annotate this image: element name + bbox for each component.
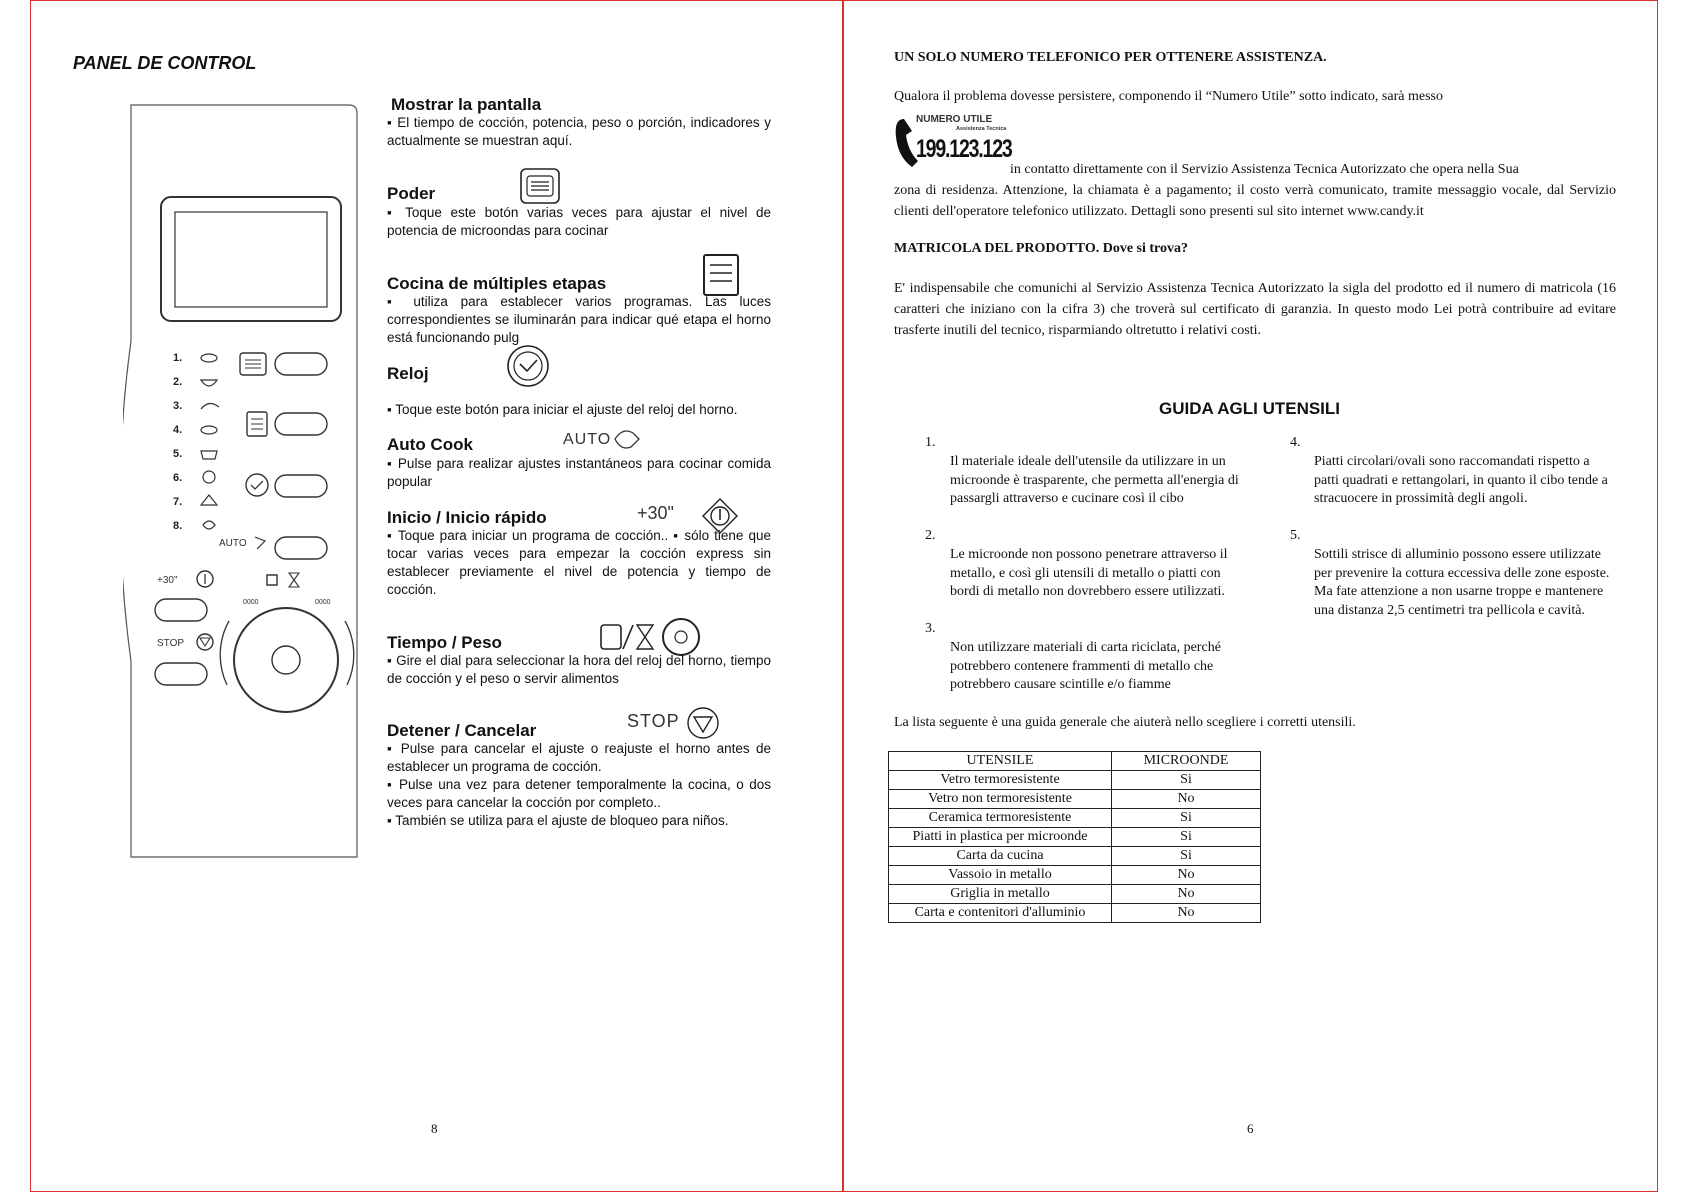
guide-title: GUIDA AGLI UTENSILI <box>1159 399 1341 418</box>
table-header: UTENSILE <box>889 752 1112 771</box>
table-row <box>889 771 1261 790</box>
section-text: ▪ Toque este botón para iniciar el ajuste del reloj del horno. <box>387 402 738 417</box>
table-header: MICROONDE <box>1112 752 1261 771</box>
menu-number: 2. <box>173 376 183 388</box>
auto-label: AUTO <box>219 538 247 549</box>
table-cell: Si <box>1112 828 1261 847</box>
table-row <box>889 828 1261 847</box>
menu-number: 1. <box>173 352 183 364</box>
section-title: Reloj <box>387 364 429 383</box>
section-title: Poder <box>387 184 436 203</box>
table-cell: Carta e contenitori d'alluminio <box>889 904 1112 923</box>
section-text: ▪ Pulse para cancelar el ajuste o reajuste el horno antes de establecer un programa de cocción. <box>387 741 771 774</box>
menu-number: 7. <box>173 496 183 508</box>
stop-icon-label: STOP <box>627 711 680 731</box>
guide-item-text: Non utilizzare materiali di carta riciclata, perché potrebbero contenere frammenti di metallo che potrebbero causare scintille e/o fiamme <box>950 640 1221 692</box>
badge-title: NUMERO UTILE <box>916 114 993 125</box>
table-cell: Si <box>1112 809 1261 828</box>
table-cell: No <box>1112 866 1261 885</box>
badge-subtitle: Assistenza Tecnica <box>956 126 1007 132</box>
paragraph-assistance-inline: in contatto direttamente con il Servizio Assistenza Tecnica Autorizzato che opera nella Sua <box>1010 162 1519 177</box>
stop-label: STOP <box>157 638 185 649</box>
right-page <box>843 0 1658 1192</box>
menu-number: 3. <box>173 400 183 412</box>
guide-item-text: Piatti circolari/ovali sono raccomandati rispetto a patti quadrati e rettangolari, in quanto il cibo tende a stracuocere in prossimità degli angoli. <box>1314 454 1608 506</box>
power-button <box>275 353 327 375</box>
numero-utile-badge <box>892 111 1012 171</box>
clock-icon <box>505 343 551 389</box>
table-cell: Vetro termoresistente <box>889 771 1112 790</box>
table-cell: Piatti in plastica per microonde <box>889 828 1112 847</box>
guide-item-text: Sottili strisce di alluminio possono essere utilizzate per prevenire la cottura eccessiva delle zone esposte. Ma fate attenzione a non usarne troppe e mantenere una distanza 2,5 centimetri tra pellicola e cavità. <box>1314 547 1610 618</box>
heading-matricola: MATRICOLA DEL PRODOTTO. Dove si trova? <box>894 241 1189 256</box>
stop-button <box>155 663 207 685</box>
table-cell: No <box>1112 885 1261 904</box>
plus30-label: +30" <box>157 575 178 586</box>
stop-icon <box>685 705 721 741</box>
section-title: Auto Cook <box>387 435 473 454</box>
guide-intro: La lista seguente è una guida generale che aiuterà nello scegliere i corretti utensili. <box>894 715 1356 730</box>
left-page <box>30 0 843 1192</box>
section-text: ▪ También se utiliza para el ajuste de bloqueo para niños. <box>387 813 729 828</box>
paragraph-assistance-rest: zona di residenza. Attenzione, la chiamata è a pagamento; il costo verrà comunicato, tramite messaggio vocale, dal Servizio clienti dell'operatore telefonico utilizzato. Dettagli sono presenti sul sito internet www.candy.it <box>894 183 1616 219</box>
lock-icon <box>267 575 277 585</box>
guide-item-number: 5. <box>1290 528 1301 543</box>
table-cell: Ceramica termoresistente <box>889 809 1112 828</box>
page-number: 6 <box>1247 1121 1254 1136</box>
menu-number: 5. <box>173 448 183 460</box>
auto-cook-button <box>275 537 327 559</box>
guide-item-number: 2. <box>925 528 936 543</box>
table-cell: Vassoio in metallo <box>889 866 1112 885</box>
multistage-button <box>275 413 327 435</box>
heading-assistance: UN SOLO NUMERO TELEFONICO PER OTTENERE ASSISTENZA. <box>894 50 1327 65</box>
table-header-row <box>889 752 1261 771</box>
auto-cook-icon <box>611 425 643 453</box>
section-title: Detener / Cancelar <box>387 721 537 740</box>
clock-button <box>275 475 327 497</box>
section-text: ▪ utiliza para establecer varios programas. Las luces correspondientes se iluminarán para indicar qué etapa el horno está funcionando pulg <box>387 294 771 345</box>
hourglass-icon <box>637 625 653 649</box>
menu-number: 6. <box>173 472 183 484</box>
guide-item-number: 4. <box>1290 435 1301 450</box>
guide-item-text: Le microonde non possono penetrare attraverso il metallo, e così gli utensili di metallo o piatti con bordi di metallo non dovrebbero essere utilizzati. <box>950 547 1228 599</box>
table-row <box>889 866 1261 885</box>
table-row <box>889 847 1261 866</box>
guide-item-text: Il materiale ideale dell'utensile da utilizzare in un microonde è trasparente, che permetta all'energia di passargli attraverso e cucinare così il cibo <box>950 454 1239 506</box>
table-row <box>889 809 1261 828</box>
section-text: ▪ El tiempo de cocción, potencia, peso o porción, indicadores y actualmente se muestran aquí. <box>387 115 771 148</box>
section-text: ▪ Pulse una vez para detener temporalmente la cocina, o dos veces para cancelar la cocción por completo.. <box>387 777 771 810</box>
section-title: Mostrar la pantalla <box>391 95 542 114</box>
section-title: Tiempo / Peso <box>387 633 502 652</box>
table-cell: Carta da cucina <box>889 847 1112 866</box>
power-icon <box>519 167 561 205</box>
badge-number: 199.123.123 <box>916 135 1012 163</box>
guide-item-number: 3. <box>925 621 936 636</box>
section-title: Cocina de múltiples etapas <box>387 274 607 293</box>
table-row <box>889 885 1261 904</box>
page-number: 8 <box>431 1121 438 1136</box>
dial-left-label: 0000 <box>243 599 259 606</box>
menu-number: 4. <box>173 424 183 436</box>
table-cell: Si <box>1112 847 1261 866</box>
table-cell: Vetro non termoresistente <box>889 790 1112 809</box>
plus30-icon-label: +30" <box>637 503 674 523</box>
display-screen <box>161 197 341 321</box>
table-cell: Si <box>1112 771 1261 790</box>
section-text: ▪ Toque para iniciar un programa de cocción.. ▪ sólo tiene que tocar varias veces para empezar la cocción express sin establecer previamente el nivel de potencia y tiempo de cocción. <box>387 528 771 597</box>
multistage-icon <box>701 253 741 297</box>
table-row <box>889 790 1261 809</box>
start-button <box>155 599 207 621</box>
section-title: Inicio / Inicio rápido <box>387 508 547 527</box>
page-title: PANEL DE CONTROL <box>73 53 257 73</box>
utensil-table <box>888 751 1261 923</box>
menu-number: 8. <box>173 520 183 532</box>
weight-icon <box>601 625 621 649</box>
auto-cook-icon-label: AUTO <box>563 431 612 448</box>
dial-right-label: 0000 <box>315 599 331 606</box>
control-panel-illustration <box>123 101 423 861</box>
section-text: ▪ Toque este botón varias veces para ajustar el nivel de potencia de microondas para cocinar <box>387 205 771 238</box>
guide-item-number: 1. <box>925 435 936 450</box>
paragraph-matricola: E' indispensabile che comunichi al Servizio Assistenza Tecnica Autorizzato la sigla del prodotto ed il numero di matricola (16 caratteri che iniziano con la cifra 3) che troverà sul certificato di garanzia. In questo modo Lei potrà contribuire ad evitare trasferte inutili del tecnico, risparmiando oltretutto i relativi costi. <box>894 281 1616 338</box>
section-text: ▪ Pulse para realizar ajustes instantáneos para cocinar comida popular <box>387 456 771 489</box>
table-cell: Griglia in metallo <box>889 885 1112 904</box>
section-text: ▪ Gire el dial para seleccionar la hora del reloj del horno, tiempo de cocción y el peso o servir alimentos <box>387 653 771 686</box>
table-cell: No <box>1112 904 1261 923</box>
paragraph-assistance: Qualora il problema dovesse persistere, componendo il “Numero Utile” sotto indicato, sarà messo <box>894 89 1443 104</box>
dial-center <box>272 646 300 674</box>
table-cell: No <box>1112 790 1261 809</box>
table-row <box>889 904 1261 923</box>
